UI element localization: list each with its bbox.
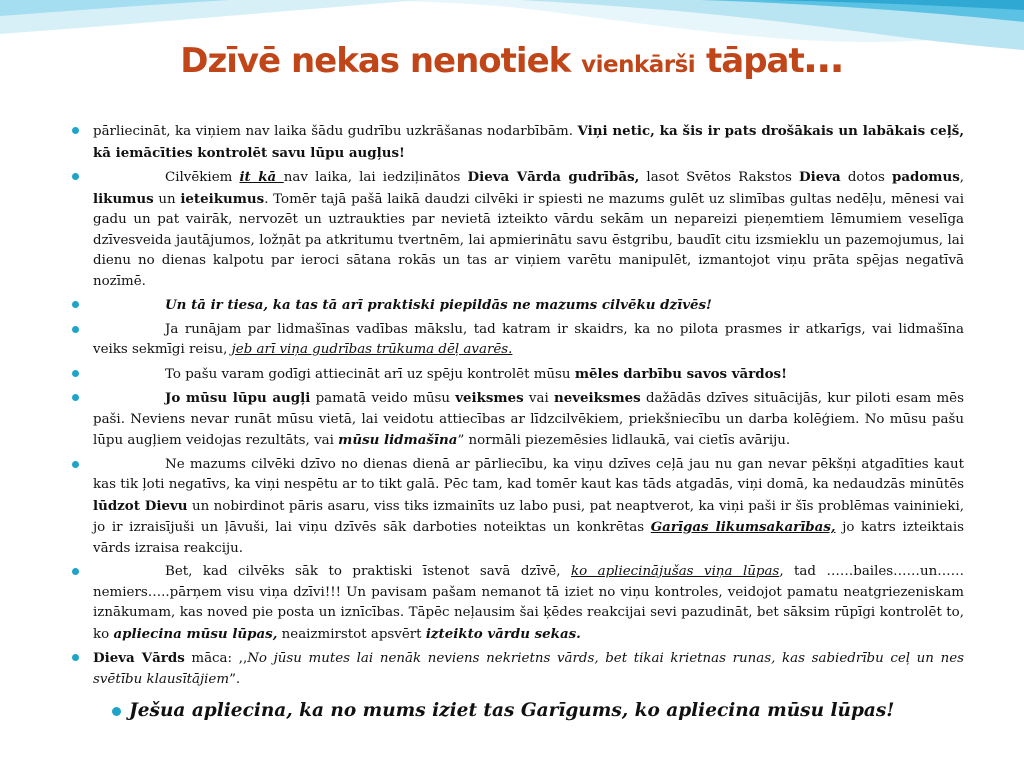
p6-emph-g: mūsu lidmašīna	[338, 432, 458, 448]
bullet-icon	[72, 568, 79, 575]
p9-bold-a: Dieva Vārds	[93, 650, 185, 666]
bullet-icon	[72, 301, 79, 308]
p6-bold-e: neveiksmes	[554, 390, 641, 406]
p6-text-h: ” normāli piezemēsies lidlaukā, vai cietīs avāriju.	[457, 433, 791, 448]
paragraph-8	[93, 562, 964, 645]
bullet-icon	[72, 654, 79, 661]
bullet-icon	[72, 326, 79, 333]
title-part-1: Dzīvē nekas nenotiek	[180, 41, 582, 81]
p2-bold-d: Dieva Vārda gudrībās,	[467, 169, 640, 185]
p7-text-a: Ne mazums cilvēki dzīvo no dienas dienā ar pārliecību, ka viņu dzīves ceļā jau nu gan nevar pēkšņi atgadīties kaut kas tik ļoti negatīvs, ka viņi nespētu ar to tikt galā. Pēc tam, kad tomēr kaut kas tāds atgadās, viņi domā, ka nedaudzās minūtēs	[93, 456, 964, 492]
p6-text-b: pamatā veido mūsu	[310, 391, 456, 406]
title-part-3: tāpat	[695, 41, 804, 81]
p6-bold-c: veiksmes	[455, 390, 524, 406]
slide-body	[93, 121, 964, 727]
p9-text-b: māca: ,,	[184, 651, 248, 666]
p8-text-a: Bet, kad cilvēks sāk to praktiski īstenot savā dzīvē,	[165, 564, 571, 579]
p9-text-d: ”.	[229, 671, 241, 687]
p2-text-m: . Tomēr tajā pašā laikā daudzi cilvēki ir spiesti ne mazums gulēt uz slimības gultas nedēļu, mēnesi vai gadu un pat vairāk, nervozēt un uztraukties par nevietā izteikto vārdu sekām un nepareizi pieņemtiem lēmumiem veselīga dzīvesveida jautājumos, ložņāt pa atkritumu tvertnēm, lai apmierinātu savu ēstgribu, baudīt citu izsmieklu un pazemojumus, lai dienu no dienas kalpotu par ieroci sātana rokās un tas ar viņiem varētu manipulēt, izmantojot viņu prāta spējas negatīvā nozīmē.	[93, 191, 964, 289]
paragraph-9	[93, 648, 964, 690]
p7-text-c: un nobirdinot pāris asaru, viss tiks izmainīts uz labo pusi, pat neaptverot, ka viņi paši ir šīs problēmas vaininieki, jo ir izraisījuši un ļāvuši, lai viņu dzīvēs sāk darboties noteiktas un konkrētas	[93, 498, 964, 535]
paragraph-3	[93, 295, 964, 317]
slide-title	[0, 36, 1024, 82]
paragraph-7	[93, 455, 964, 560]
p2-text-i: ,	[959, 170, 964, 185]
p8-text-e: neaizmirstot apsvērt	[277, 626, 426, 642]
p2-bold-l: ieteikumus	[180, 190, 265, 207]
p3-text: Un tā ir tiesa, ka tas tā arī praktiski piepildās ne mazums cilvēku dzīvēs!	[165, 297, 712, 313]
p8-emph-d: apliecina mūsu lūpas,	[113, 625, 278, 642]
p8-emph-b: ko apliecinājušas viņa lūpas	[570, 564, 780, 579]
paragraph-4	[93, 320, 964, 361]
paragraph-2	[93, 167, 964, 292]
p1-bold: Viņi netic, ka šis ir pats drošākais un labākais ceļš, kā iemācīties kontrolēt savu lūpu augļus!	[93, 123, 964, 161]
p2-bold-f: Dieva	[799, 169, 841, 185]
p1-text: pārliecināt, ka viņiem nav laika šādu gudrību uzkrāšanas nodarbībām.	[93, 124, 578, 139]
p6-text-d: vai	[523, 391, 554, 406]
p5-text: To pašu varam godīgi attiecināt arī uz spēju kontrolēt mūsu	[165, 366, 575, 382]
bullet-icon	[72, 461, 79, 468]
p8-text-c: , tad ……bailes……un……nemiers…..pārņem visu viņa dzīvi!!! Un pavisam pašam nemanot tā iziet no viņu kontroles, veidojot pamatu neatgriezeniskam iznākumam, kas noved pie posta un iznīcības. Tāpēc neļausim šai ķēdes reakcijai sevi pazudināt, bet sāksim rūpīgi kontrolēt to, ko	[93, 564, 964, 642]
p4-text: Ja runājam par lidmašīnas vadības mākslu, tad katram ir skaidrs, ka no pilota prasmes ir atkarīgs, vai lidmašīna veiks sekmīgi reisu,	[93, 321, 964, 357]
p2-text-a: Cilvēkiem	[165, 170, 240, 185]
title-part-2: vienkārši	[581, 52, 696, 78]
p2-text-c: nav laika, lai iedziļinātos	[283, 170, 468, 185]
bullet-icon	[112, 707, 121, 716]
title-ellipsis: …	[803, 36, 844, 82]
p10-text: Ješua apliecina, ka no mums iziet tas Garīgums, ko apliecina mūsu lūpas!	[129, 700, 895, 721]
p2-bold-h: padomus	[891, 169, 960, 185]
p8-emph-f: izteikto vārdu sekas.	[425, 625, 581, 642]
p7-emph-d: Garīgas likumsakarības,	[650, 519, 836, 535]
bullet-icon	[72, 173, 79, 180]
p2-emph: it kā	[239, 169, 284, 185]
p9-quote: No jūsu mutes lai nenāk neviens nekrietns vārds, bet tikai krietnas runas, kas sabiedrību ceļ un nes svētību klausītājiem	[93, 651, 964, 687]
p2-text-g: dotos	[840, 170, 892, 185]
paragraph-6	[93, 388, 964, 452]
p6-text-f: dažādās dzīves situācijās, kur piloti esam mēs paši. Neviens nevar runāt mūsu vietā, lai veidotu attiecības ar līdzcilvēkiem, priekšniecību un darba kolēģiem. No mūsu pašu lūpu augļiem veidojas rezultāts, vai	[93, 391, 964, 448]
paragraph-10	[93, 698, 964, 724]
bullet-icon	[72, 394, 79, 401]
bullet-icon	[72, 370, 79, 377]
paragraph-5	[93, 364, 964, 386]
p2-text-k: un	[153, 191, 181, 207]
p7-text-e: jo katrs izteiktais vārds izraisa reakciju.	[93, 520, 964, 556]
bullet-icon	[72, 127, 79, 134]
p2-bold-j: likumus	[93, 190, 154, 207]
paragraph-1	[93, 121, 964, 164]
p5-bold: mēles darbību savos vārdos!	[574, 365, 787, 382]
p2-text-e: lasot Svētos Rakstos	[639, 170, 800, 185]
p6-bold-a: Jo mūsu lūpu augļi	[165, 390, 311, 406]
p4-emph: jeb arī viņa gudrības trūkuma dēļ avarēs.	[231, 342, 513, 357]
p7-bold-b: lūdzot Dievu	[93, 497, 188, 514]
